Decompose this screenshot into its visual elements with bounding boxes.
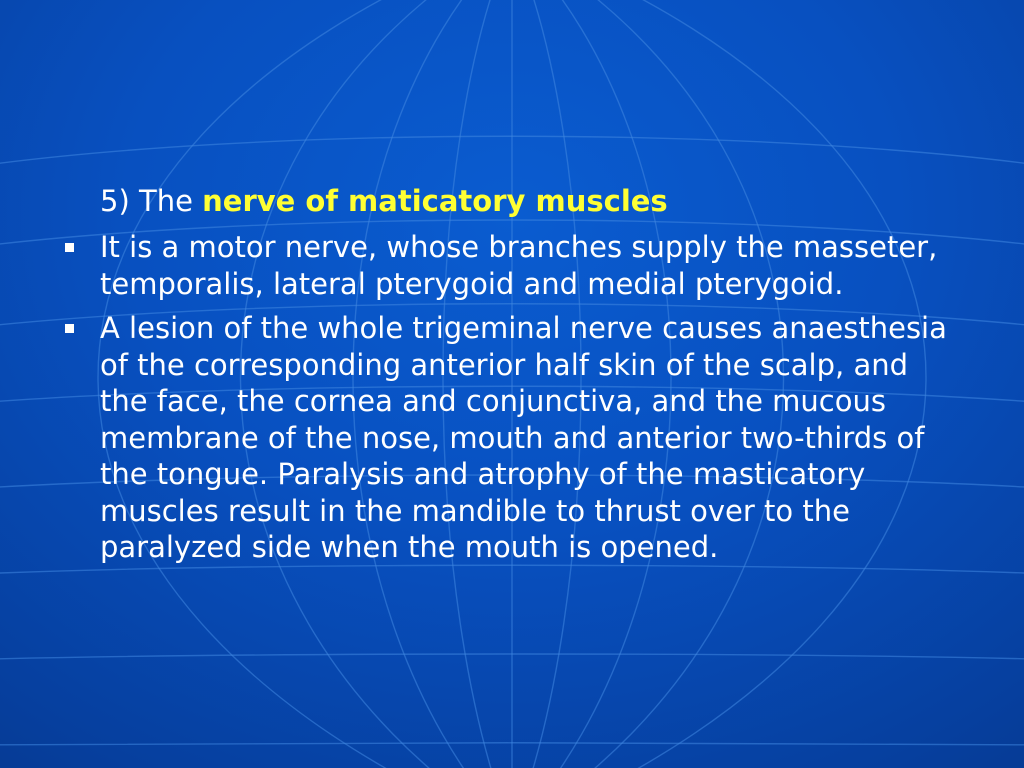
bullet-item bbox=[100, 229, 960, 302]
bullet-list bbox=[100, 229, 960, 574]
square-bullet-icon bbox=[65, 243, 74, 252]
heading-prefix: 5) The bbox=[100, 184, 193, 218]
heading-highlight: nerve of maticatory muscles bbox=[202, 184, 668, 218]
square-bullet-icon bbox=[65, 324, 74, 333]
bullet-item bbox=[100, 310, 960, 566]
bullet-text: A lesion of the whole trigeminal nerve causes anaesthesia of the corresponding anterior half skin of the scalp, and the face, the cornea and conjunctiva, and the mucous membrane of the nose, mouth and anterior two-thirds of the tongue. Paralysis and atrophy of the masticatory muscles result in the mandible to thrust over to the paralyzed side when the mouth is opened. bbox=[100, 311, 947, 564]
bullet-text: It is a motor nerve, whose branches supply the masseter, temporalis, lateral pterygoid and medial pterygoid. bbox=[100, 230, 938, 301]
slide-heading bbox=[100, 183, 668, 220]
